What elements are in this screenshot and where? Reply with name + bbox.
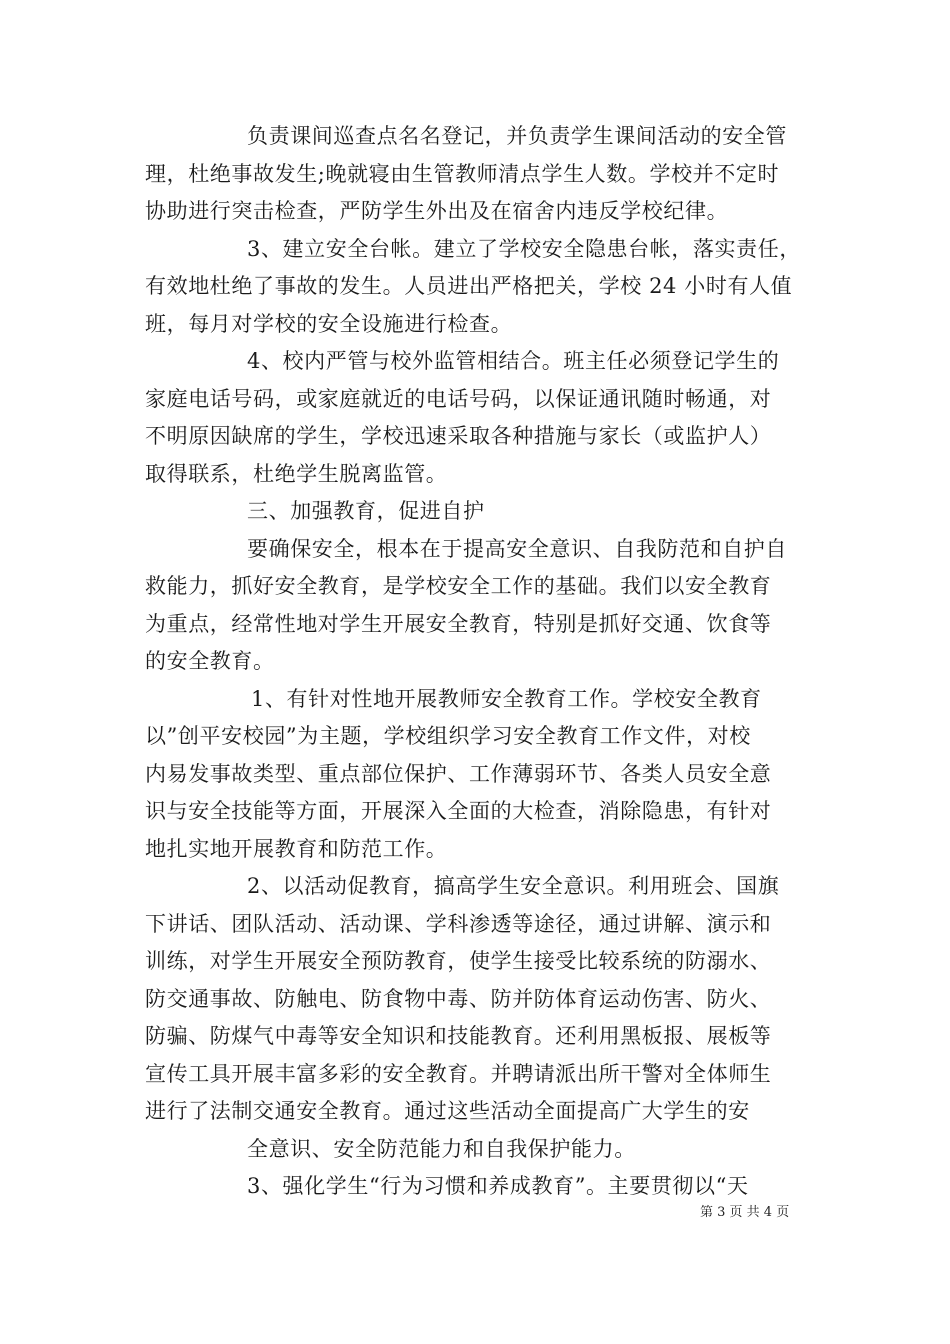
text-line: 协助进行突击检查，严防学生外出及在宿舍内违反学校纪律。 <box>145 199 729 223</box>
text-line: 识与安全技能等方面，开展深入全面的大检查，消除隐患，有针对 <box>145 799 772 823</box>
text-line: 防骗、防煤气中毒等安全知识和技能教育。还利用黑板报、展板等 <box>145 1024 772 1048</box>
text-line: 为重点，经常性地对学生开展安全教育，特别是抓好交通、饮食等 <box>145 611 772 636</box>
text-line: 的安全教育。 <box>145 649 275 673</box>
text-line: 以”创平安校园”为主题，学校组织学习安全教育工作文件，对校 <box>145 724 751 748</box>
text-line: 理，杜绝事故发生;晚就寝由生管教师清点学生人数。学校并不定时 <box>145 161 780 186</box>
text-line: 家庭电话号码，或家庭就近的电话号码，以保证通讯随时畅通，对 <box>145 386 772 411</box>
text-line: 3、强化学生“行为习惯和养成教育”。主要贯彻以“天 <box>247 1174 749 1198</box>
text-line: 2、以活动促教育，搞高学生安全意识。利用班会、国旗 <box>247 874 780 898</box>
text-line: 不明原因缺席的学生，学校迅速采取各种措施与家长（或监护人） <box>145 424 772 448</box>
text-line: 救能力，抓好安全教育，是学校安全工作的基础。我们以安全教育 <box>145 574 772 598</box>
page-number: 第 3 页 共 4 页 <box>700 1205 790 1220</box>
text-line: 防交通事故、防触电、防食物中毒、防并防体育运动伤害、防火、 <box>145 986 772 1011</box>
text-line: 要确保安全，根本在于提高安全意识、自我防范和自护自 <box>247 536 787 561</box>
text-line: 下讲话、团队活动、活动课、学科渗透等途径，通过讲解、演示和 <box>145 911 772 936</box>
text-line: 4、校内严管与校外监管相结合。班主任必须登记学生的 <box>247 349 780 373</box>
text-line: 进行了法制交通安全教育。通过这些活动全面提高广大学生的安 <box>145 1099 750 1123</box>
text-line: 取得联系，杜绝学生脱离监管。 <box>145 461 448 486</box>
body-text <box>145 118 810 1206</box>
text-line: 有效地杜绝了事故的发生。人员进出严格把关，学校 24 小时有人值 <box>145 274 793 298</box>
text-line: 1、有针对性地开展教师安全教育工作。学校安全教育 <box>251 686 762 711</box>
text-line: 全意识、安全防范能力和自我保护能力。 <box>247 1136 636 1161</box>
text-line: 负责课间巡查点名名登记，并负责学生课间活动的安全管 <box>247 124 787 148</box>
text-line: 3、建立安全台帐。建立了学校安全隐患台帐，落实责任， <box>247 236 801 261</box>
section-heading: 三、加强教育，促进自护 <box>247 499 485 523</box>
text-line: 宣传工具开展丰富多彩的安全教育。并聘请派出所干警对全体师生 <box>145 1061 772 1086</box>
text-line: 训练，对学生开展安全预防教育，使学生接受比较系统的防溺水、 <box>145 949 772 973</box>
text-line: 内易发事故类型、重点部位保护、工作薄弱环节、各类人员安全意 <box>145 761 772 786</box>
text-line: 地扎实地开展教育和防范工作。 <box>145 836 448 861</box>
text-line: 班，每月对学校的安全设施进行检查。 <box>145 311 513 336</box>
